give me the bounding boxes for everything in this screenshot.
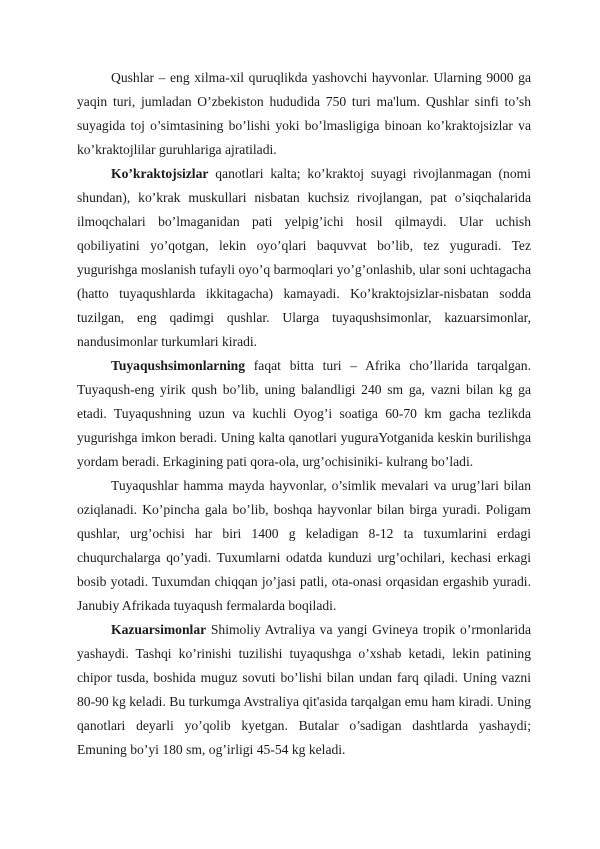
paragraph-text: faqat bitta turi – Afrika cho’llarida tarqalgan. Tuyaqush-eng yirik qush bo’lib, uning balandligi 240 sm ga, vazni bilan kg ga etadi. Tuyaqushning uzun va kuchli Oyog’i soatiga 60-70 km gacha tezlikda yugurishga imkon beradi. Uning kalta qanotlari yuguraYotganida keskin burilishga yordam beradi. Erkagining pati qora-ola, urg’ochisiniki- kulrang bo’ladi. — [77, 358, 531, 469]
term-heading: Tuyaqushsimonlarning — [111, 358, 245, 373]
paragraph-ostriches — [77, 354, 531, 474]
paragraph-ratites — [77, 162, 531, 354]
paragraph-cassowaries — [77, 618, 531, 762]
paragraph-text: Shimoliy Avtraliya va yangi Gvineya tropik o’rmonlarida yashaydi. Tashqi ko’rinishi tuzilishi tuyaqushga o’xshab ketadi, lekin patining chipor tusda, boshida muguz sovuti bo’lishi bilan undan farq qiladi. Uning vazni 80-90 kg keladi. Bu turkumga Avstraliya qit'asida tarqalgan emu ham kiradi. Uning qanotlari deyarli yo’qolib kyetgan. Butalar o’sadigan dashtlarda yashaydi; Emuning bo’yi 180 sm, og’irligi 45-54 kg keladi. — [77, 622, 531, 757]
document-page — [77, 66, 531, 762]
paragraph-text: Qushlar – eng xilma-xil quruqlikda yashovchi hayvonlar. Ularning 9000 ga yaqin turi, jumladan O’zbekiston hududida 750 turi ma'lum. Qushlar sinfi to’sh suyagida toj o’simtasining bo’lishi yoki bo’lmasligiga binoan ko’kraktojsizlar va ko’kraktojlilar guruhlariga ajratiladi. — [77, 70, 531, 157]
paragraph-text: qanotlari kalta; ko’kraktoj suyagi rivojlanmagan (nomi shundan), ko’krak muskullari nisbatan kuchsiz rivojlangan, pat o’siqchalarida ilmoqchalari bo’lmaganidan pati yelpig’ichi hosil qilmaydi. Ular uchish qobiliyatini yo’qotgan, lekin oyo’qlari baquvvat bo’lib, tez yuguradi. Tez yugurishga moslanish tufayli oyo’q barmoqlari yo’g’onlashib, ular soni uchtagacha (hatto tuyaqushlarda ikkitagacha) kamayadi. Ko’kraktojsizlar-nisbatan sodda tuzilgan, eng qadimgi qushlar. Ularga tuyaqushsimonlar, kazuarsimonlar, nandusimonlar turkumlari kiradi. — [77, 166, 531, 349]
paragraph-ostrich-behavior — [77, 474, 531, 618]
paragraph-birds-intro — [77, 66, 531, 162]
term-heading: Kazuarsimonlar — [111, 622, 207, 637]
term-heading: Ko’kraktojsizlar — [111, 166, 209, 181]
paragraph-text: Tuyaqushlar hamma mayda hayvonlar, o’simlik mevalari va urug’lari bilan oziqlanadi. Ko’pincha gala bo’lib, boshqa hayvonlar bilan birga yuradi. Poligam qushlar, urg’ochisi har biri 1400 g keladigan 8-12 ta tuxumlarini erdagi chuqurchalarga qo’yadi. Tuxumlarni odatda kunduzi urg’ochilari, kechasi erkagi bosib yotadi. Tuxumdan chiqqan jo’jasi patli, ota-onasi orqasidan ergashib yuradi. Janubiy Afrikada tuyaqush fermalarda boqiladi. — [77, 478, 531, 613]
